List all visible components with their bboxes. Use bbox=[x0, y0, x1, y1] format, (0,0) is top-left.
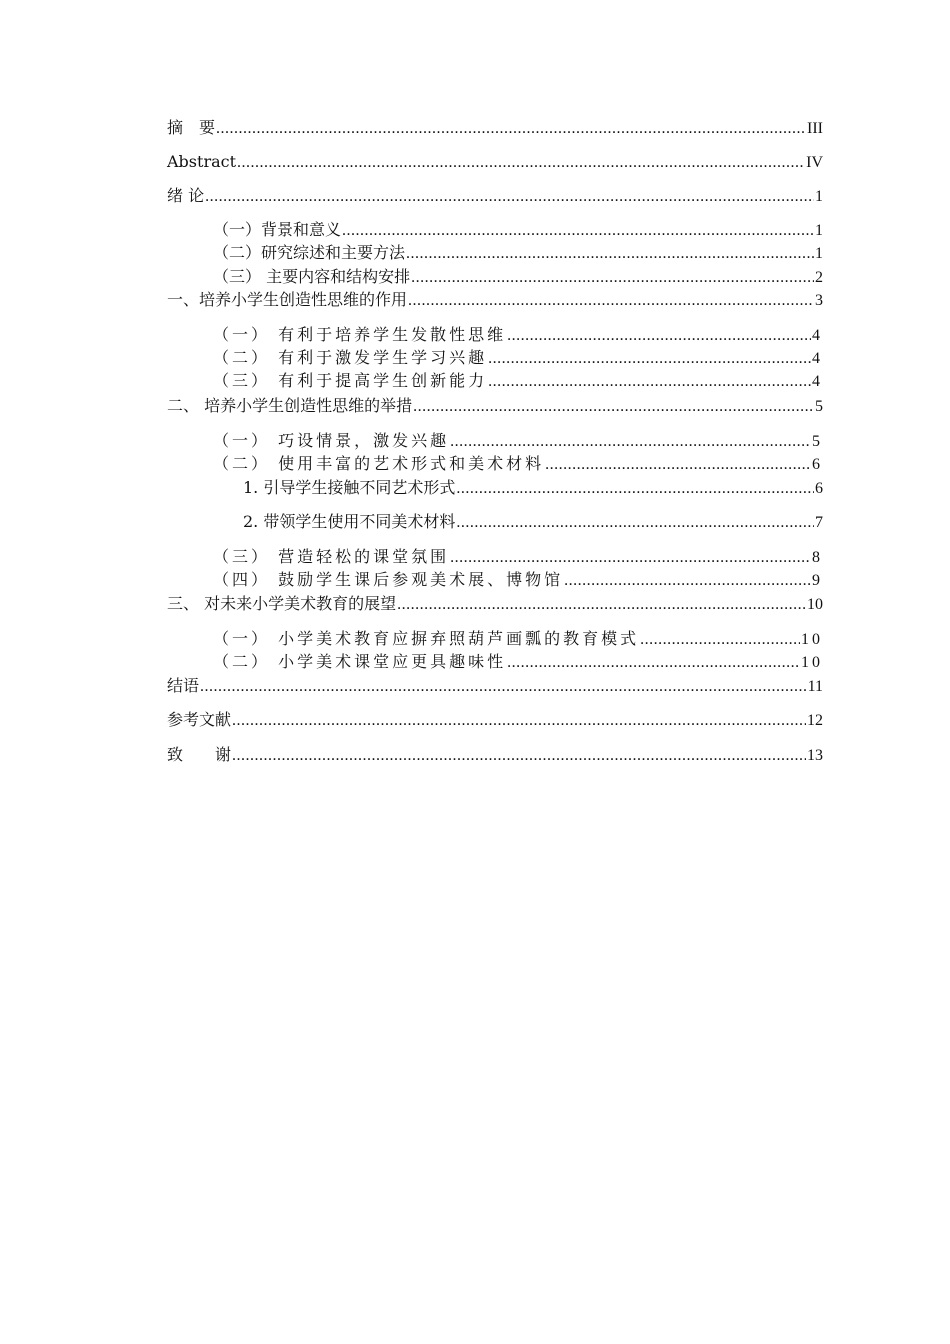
toc-entry-introduction[interactable] bbox=[167, 185, 823, 208]
toc-entry-ch2-2-2[interactable] bbox=[167, 511, 823, 534]
toc-entry-page: 5 bbox=[812, 433, 823, 450]
toc-leader-dots bbox=[205, 186, 814, 208]
toc-entry-page: 1 bbox=[815, 222, 823, 239]
toc-entry-label: 摘 要 bbox=[167, 118, 216, 137]
toc-entry-abstract-en[interactable] bbox=[167, 151, 823, 174]
toc-entry-abstract-cn[interactable] bbox=[167, 117, 823, 140]
toc-entry-intro-2[interactable] bbox=[167, 242, 823, 265]
toc-leader-dots bbox=[507, 652, 800, 674]
toc-leader-dots bbox=[450, 547, 811, 569]
toc-entry-chapter-3[interactable] bbox=[167, 593, 823, 616]
toc-entry-page: 10 bbox=[801, 654, 823, 671]
toc-leader-dots bbox=[232, 710, 806, 732]
toc-leader-dots bbox=[488, 348, 811, 370]
toc-entry-page: 7 bbox=[815, 514, 823, 531]
toc-entry-page: 1 bbox=[815, 188, 823, 205]
toc-entry-label: （一） 小学美术教育应摒弃照葫芦画瓢的教育模式 bbox=[213, 629, 640, 648]
toc-entry-page: 10 bbox=[801, 631, 823, 648]
toc-leader-dots bbox=[406, 243, 814, 265]
toc-entry-label: （二） 有利于激发学生学习兴趣 bbox=[213, 348, 488, 367]
toc-entry-label: 致 谢 bbox=[167, 745, 232, 764]
toc-entry-page: 13 bbox=[807, 747, 823, 764]
toc-entry-label: （二） 小学美术课堂应更具趣味性 bbox=[213, 652, 507, 671]
toc-leader-dots bbox=[408, 290, 814, 312]
toc-entry-intro-1[interactable] bbox=[167, 219, 823, 242]
toc-entry-page: 12 bbox=[807, 712, 823, 729]
toc-leader-dots bbox=[397, 594, 806, 616]
toc-entry-page: 4 bbox=[812, 373, 823, 390]
toc-entry-label: 结语 bbox=[167, 676, 200, 695]
toc-entry-label: （一） 巧设情景，激发兴趣 bbox=[213, 431, 450, 450]
toc-entry-ch2-4[interactable] bbox=[167, 569, 823, 592]
toc-leader-dots bbox=[342, 220, 814, 242]
toc-entry-label: （一） 有利于培养学生发散性思维 bbox=[213, 325, 507, 344]
toc-entry-conclusion[interactable] bbox=[167, 675, 823, 698]
toc-entry-label: 绪 论 bbox=[167, 186, 205, 205]
toc-entry-page: 6 bbox=[812, 456, 823, 473]
toc-entry-label: 2. 带领学生使用不同美术材料 bbox=[243, 512, 456, 531]
toc-entry-ch3-1[interactable] bbox=[167, 628, 823, 651]
toc-entry-ch3-2[interactable] bbox=[167, 651, 823, 674]
toc-leader-dots bbox=[216, 118, 806, 140]
toc-entry-page: 5 bbox=[815, 398, 823, 415]
toc-entry-page: III bbox=[807, 120, 823, 137]
toc-leader-dots bbox=[450, 431, 811, 453]
toc-entry-label: （一）背景和意义 bbox=[213, 220, 342, 239]
toc-entry-label: 二、 培养小学生创造性思维的举措 bbox=[167, 396, 413, 415]
toc-entry-page: 1 bbox=[815, 245, 823, 262]
toc-entry-page: 3 bbox=[815, 292, 823, 309]
toc-entry-acknowledgements[interactable] bbox=[167, 744, 823, 767]
toc-entry-label: （四） 鼓励学生课后参观美术展、博物馆 bbox=[213, 570, 564, 589]
toc-entry-ch2-2[interactable] bbox=[167, 453, 823, 476]
toc-entry-intro-3[interactable] bbox=[167, 266, 823, 289]
toc-entry-label: （三） 有利于提高学生创新能力 bbox=[213, 371, 488, 390]
toc-entry-ch1-1[interactable] bbox=[167, 324, 823, 347]
toc-entry-page: 10 bbox=[807, 596, 823, 613]
toc-entry-label: （二）研究综述和主要方法 bbox=[213, 243, 406, 262]
toc-entry-ch1-2[interactable] bbox=[167, 347, 823, 370]
toc-leader-dots bbox=[413, 396, 814, 418]
toc-leader-dots bbox=[411, 267, 814, 289]
toc-entry-label: 一、培养小学生创造性思维的作用 bbox=[167, 290, 408, 309]
toc-entry-page: 9 bbox=[812, 572, 823, 589]
toc-entry-ch2-1[interactable] bbox=[167, 430, 823, 453]
toc-leader-dots bbox=[200, 676, 807, 698]
toc-leader-dots bbox=[507, 325, 811, 347]
toc-leader-dots bbox=[640, 629, 800, 651]
toc-leader-dots bbox=[237, 152, 805, 174]
toc-entry-label: （二） 使用丰富的艺术形式和美术材料 bbox=[213, 454, 545, 473]
toc-entry-label: Abstract bbox=[167, 152, 237, 171]
toc-leader-dots bbox=[456, 512, 814, 534]
toc-entry-page: 2 bbox=[815, 269, 823, 286]
toc-entry-ch2-2-1[interactable] bbox=[167, 477, 823, 500]
toc-entry-page: IV bbox=[806, 154, 823, 171]
toc-entry-references[interactable] bbox=[167, 709, 823, 732]
toc-entry-label: （三） 主要内容和结构安排 bbox=[213, 267, 411, 286]
toc-entry-ch2-3[interactable] bbox=[167, 546, 823, 569]
toc-entry-label: 参考文献 bbox=[167, 710, 232, 729]
toc-entry-ch1-3[interactable] bbox=[167, 370, 823, 393]
toc-entry-page: 6 bbox=[815, 480, 823, 497]
toc-leader-dots bbox=[488, 371, 811, 393]
toc-leader-dots bbox=[545, 454, 811, 476]
toc-leader-dots bbox=[232, 745, 806, 767]
toc-entry-chapter-2[interactable] bbox=[167, 395, 823, 418]
toc-leader-dots bbox=[456, 478, 814, 500]
toc-entry-label: （三） 营造轻松的课堂氛围 bbox=[213, 547, 450, 566]
toc-entry-label: 1. 引导学生接触不同艺术形式 bbox=[243, 478, 456, 497]
toc-entry-page: 8 bbox=[812, 549, 823, 566]
toc-entry-page: 4 bbox=[812, 350, 823, 367]
toc-entry-label: 三、 对未来小学美术教育的展望 bbox=[167, 594, 397, 613]
toc-entry-chapter-1[interactable] bbox=[167, 289, 823, 312]
toc-entry-page: 4 bbox=[812, 327, 823, 344]
toc-leader-dots bbox=[564, 570, 811, 592]
toc-entry-page: 11 bbox=[807, 678, 823, 695]
